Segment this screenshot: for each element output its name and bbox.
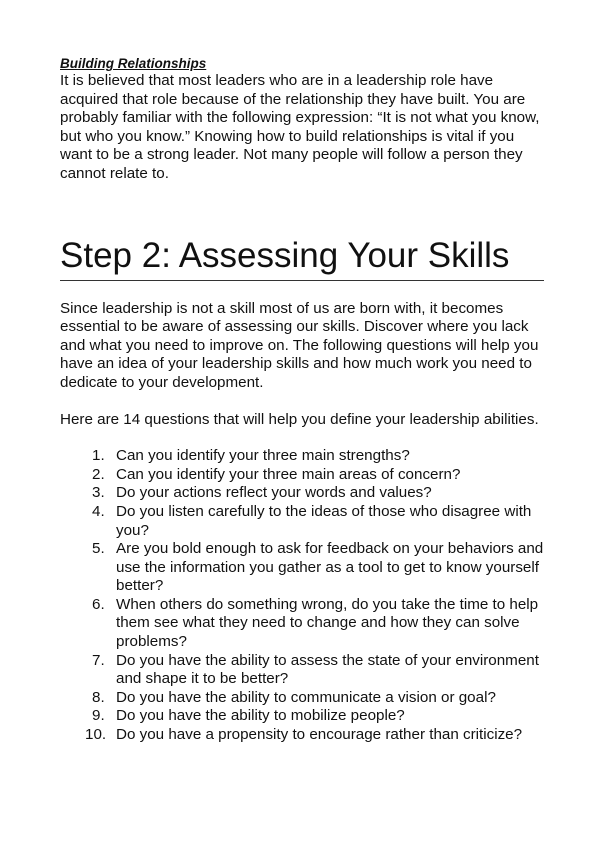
question-item [60, 484, 546, 503]
step-title: Step 2: Assessing Your Skills [60, 236, 544, 281]
section-paragraph: It is believed that most leaders who are in a leadership role have acquired that role because of the relationship they have built. You are probably familiar with the following expression: “It is not what you know, but who you know.” Knowing how to build relationships is vital if you want to be a strong leader. Not many people will follow a person they cannot relate to. [60, 72, 540, 182]
question-item [60, 503, 546, 540]
question-number: 3. [92, 484, 105, 502]
question-text: Do you have a propensity to encourage rather than criticize? [116, 726, 523, 744]
question-text: Do you have the ability to mobilize people? [116, 707, 405, 725]
question-text: Do you listen carefully to the ideas of those who disagree with you? [116, 502, 532, 539]
question-text: Can you identify your three main areas of concern? [116, 465, 461, 483]
question-item [60, 726, 546, 745]
question-item [60, 652, 546, 689]
question-number: 5. [92, 540, 105, 558]
question-item [60, 447, 546, 466]
question-item [60, 707, 546, 726]
question-item [60, 540, 546, 596]
question-item [60, 596, 546, 652]
intro-paragraph: Since leadership is not a skill most of us are born with, it becomes essential to be aware of assessing our skills. Discover where you lack and what you need to improve on. The following questions will help you have an idea of your leadership skills and how much work you need to dedicate to your development. [60, 299, 539, 391]
question-number: 4. [92, 502, 105, 520]
question-text: Can you identify your three main strengths? [116, 447, 410, 465]
question-number: 6. [92, 595, 105, 613]
question-text: Do you have the ability to communicate a vision or goal? [116, 688, 496, 706]
document-page [60, 56, 546, 745]
question-number: 10. [85, 726, 107, 744]
question-number: 7. [92, 651, 105, 669]
lead-paragraph: Here are 14 questions that will help you define your leadership abilities. [60, 410, 539, 428]
question-number: 8. [92, 688, 105, 706]
question-number: 2. [92, 465, 105, 483]
question-text: When others do something wrong, do you take the time to help them see what they need to change and how they can solve problems? [116, 595, 539, 651]
question-text: Do your actions reflect your words and values? [116, 484, 432, 502]
question-item [60, 466, 546, 485]
question-text: Do you have the ability to assess the state of your environment and shape it to be better? [116, 651, 539, 688]
section-heading: Building Relationships [60, 56, 207, 71]
question-number: 9. [92, 707, 105, 725]
question-number: 1. [92, 447, 105, 465]
question-item [60, 689, 546, 708]
question-text: Are you bold enough to ask for feedback on your behaviors and use the information you gather as a tool to get to know yourself better? [116, 540, 544, 595]
questions-list [60, 447, 546, 745]
